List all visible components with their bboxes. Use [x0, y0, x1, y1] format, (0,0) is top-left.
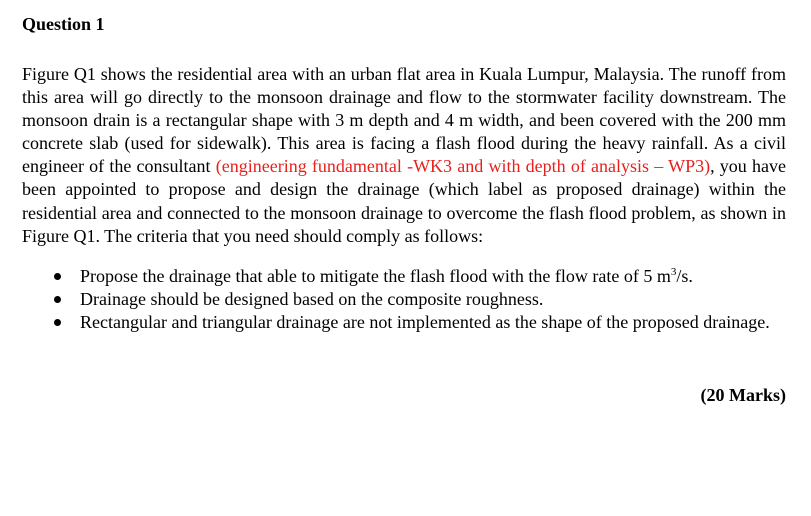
criteria-item-shape-restriction [22, 311, 786, 334]
criteria-item-composite-roughness [22, 288, 786, 311]
criteria-item-flow-rate [22, 265, 786, 288]
criteria-text: Rectangular and triangular drainage are not implemented as the shape of the proposed drainage. [80, 312, 770, 333]
bullet-icon [54, 296, 61, 303]
criteria-text-unit: /s. [676, 266, 693, 286]
superscript-exponent: 3 [670, 266, 677, 278]
paragraph-highlight-text: (engineering fundamental -WK3 and with depth of analysis – WP3) [215, 156, 711, 177]
bullet-icon [54, 273, 61, 280]
criteria-text: Drainage should be designed based on the composite roughness. [80, 289, 544, 310]
paragraph-text-part1: Figure Q1 shows the residential area with an urban flat area in Kuala Lumpur, Malaysia. The runoff from this area will go directly to the monsoon drainage and flow to the stormwater facility downstream. The monsoon drain is a rectangular shape with 3 m depth and 4 m width, and been covered with the 200 mm concrete slab (used for sidewalk). This area is facing a flash flood during the heavy rainfall. As a civil engineer of the consultant [22, 64, 786, 177]
bullet-icon [54, 319, 61, 326]
question-title: Question 1 [22, 14, 105, 34]
criteria-text: Propose the drainage that able to mitigate the flash flood with the flow rate of 5 m [80, 266, 671, 286]
marks-label: (20 Marks) [700, 385, 786, 405]
paragraph-text-part2: , you have been appointed to propose and design the drainage (which label as proposed drainage) within the residential area and connected to the monsoon drainage to overcome the flash flood problem, as shown in Figure Q1. The criteria that you need should comply as follows: [22, 156, 786, 246]
criteria-list [22, 265, 786, 334]
question-paragraph [22, 63, 786, 248]
